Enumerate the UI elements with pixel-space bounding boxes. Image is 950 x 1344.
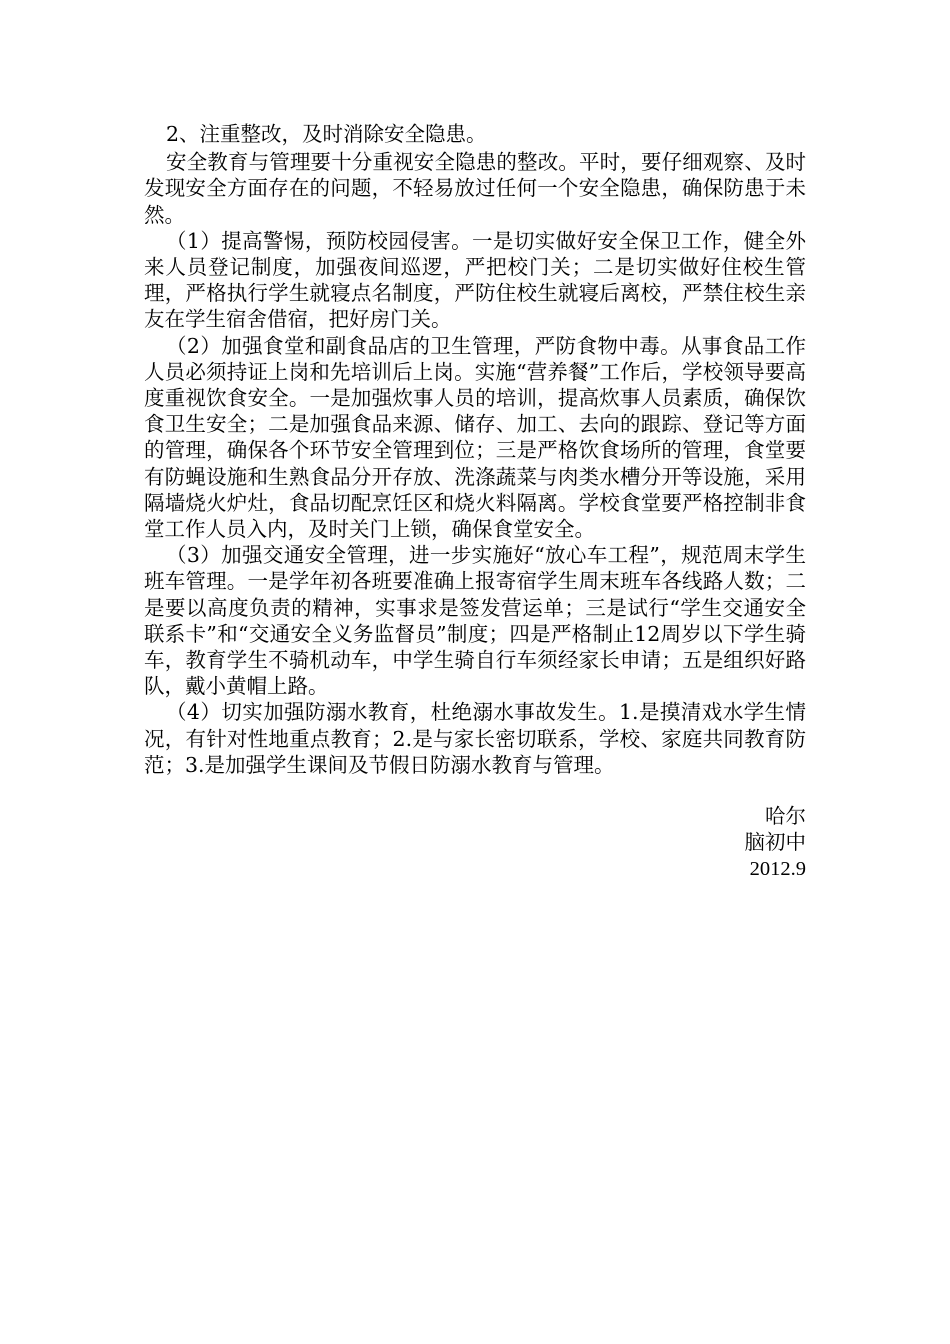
paragraph-intro: 安全教育与管理要十分重视安全隐患的整改。平时，要仔细观察、及时发现安全方面存在的问题，不轻易放过任何一个安全隐患，确保防患于未然。 [144, 150, 806, 227]
document-page [144, 121, 806, 883]
section-heading: 2、注重整改，及时消除安全隐患。 [166, 122, 487, 146]
paragraph-item-3: （3）加强交通安全管理，进一步实施好“放心车工程”，规范周末学生班车管理。一是学年初各班要准确上报寄宿学生周末班车各线路人数；二是要以高度负责的精神，实事求是签发营运单；三是试行“学生交通安全联系卡”和“交通安全义务监督员”制度；四是严格制止12周岁以下学生骑车，教育学生不骑机动车，中学生骑自行车须经家长申请；五是组织好路队，戴小黄帽上路。 [144, 543, 806, 699]
signature-line-1: 哈尔 [765, 806, 806, 829]
signature-date: 2012.9 [749, 858, 806, 881]
paragraph-item-2: （2）加强食堂和副食品店的卫生管理，严防食物中毒。从事食品工作人员必须持证上岗和先培训后上岗。实施“营养餐”工作后，学校领导要高度重视饮食安全。一是加强炊事人员的培训，提高炊事人员素质，确保饮食卫生安全；二是加强食品来源、储存、加工、去向的跟踪、登记等方面的管理，确保各个环节安全管理到位；三是严格饮食场所的管理，食堂要有防蝇设施和生熟食品分开存放、洗涤蔬菜与肉类水槽分开等设施，采用隔墙烧火炉灶，食品切配烹饪区和烧火料隔离。学校食堂要严格控制非食堂工作人员入内，及时关门上锁，确保食堂安全。 [144, 333, 806, 542]
paragraph-item-4: （4）切实加强防溺水教育，杜绝溺水事故发生。1.是摸清戏水学生情况，有针对性地重点教育；2.是与家长密切联系，学校、家庭共同教育防范；3.是加强学生课间及节假日防溺水教育与管理。 [144, 700, 806, 777]
signature-line-2: 脑初中 [744, 832, 806, 855]
signature-block [144, 804, 806, 883]
paragraph-item-1: （1）提高警惕，预防校园侵害。一是切实做好安全保卫工作，健全外来人员登记制度，加强夜间巡逻，严把校门关；二是切实做好住校生管理，严格执行学生就寝点名制度，严防住校生就寝后离校，严禁住校生亲友在学生宿舍借宿，把好房门关。 [144, 228, 806, 332]
